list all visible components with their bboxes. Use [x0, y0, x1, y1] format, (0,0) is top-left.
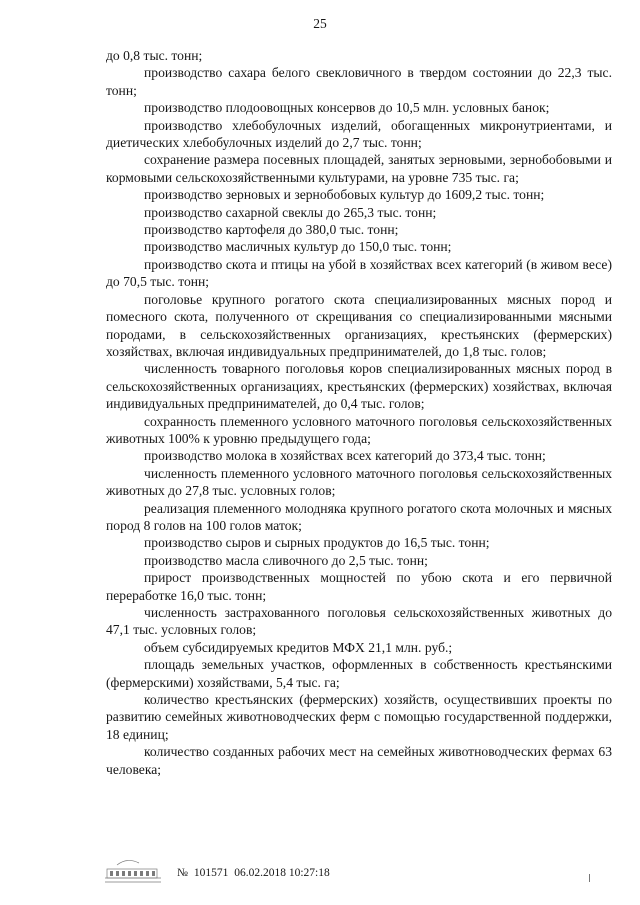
doc-datetime: 06.02.2018 10:27:18 — [234, 867, 330, 879]
paragraph: производство сахарной свеклы до 265,3 тыс. тонн; — [144, 204, 437, 220]
paragraph: численность товарного поголовья коров специализированных мясных пород в сельскохозяйственных организациях, крестьянских (фермерских) хозяйствах, включая индивидуальных предпринимателей, до 0,4 тыс. голов; — [106, 361, 612, 412]
paragraph: площадь земельных участков, оформленных в собственность крестьянскими (фермерскими) хозяйствами, 5,4 тыс. га; — [106, 657, 612, 690]
document-body — [106, 47, 612, 778]
paragraph: производство масла сливочного до 2,5 тыс. тонн; — [144, 552, 428, 568]
paragraph: производство сыров и сырных продуктов до 16,5 тыс. тонн; — [144, 535, 490, 551]
paragraph: производство картофеля до 380,0 тыс. тонн; — [144, 222, 399, 238]
doc-number: 101571 — [193, 867, 229, 879]
document-registration — [177, 867, 330, 879]
paragraph: сохранность племенного условного маточного поголовья сельскохозяйственных животных 100% к уровню предыдущего года; — [106, 413, 612, 446]
paragraph: производство зерновых и зернобобовых культур до 1609,2 тыс. тонн; — [144, 187, 545, 203]
paragraph: производство хлебобулочных изделий, обогащенных микронутриентами, и диетических хлебобулочных изделий до 2,7 тыс. тонн; — [106, 117, 612, 151]
scan-mark — [589, 874, 590, 882]
paragraph: прирост производственных мощностей по убою скота и его первичной переработке 16,0 тыс. тонн; — [106, 570, 612, 603]
number-sign: № — [177, 867, 188, 879]
paragraph: количество крестьянских (фермерских) хозяйств, осуществивших проекты по развитию семейных животноводческих ферм с помощью государственной поддержки, 18 единиц; — [106, 692, 612, 742]
paragraph: производство масличных культур до 150,0 тыс. тонн; — [144, 239, 452, 255]
paragraph: реализация племенного молодняка крупного рогатого скота молочных и мясных пород 8 голов на 100 голов маток; — [106, 500, 612, 533]
building-stamp-icon — [101, 856, 165, 886]
paragraph: поголовье крупного рогатого скота специализированных мясных пород и помесного скота, полученного от скрещивания со специализированными мясными породами, в сельскохозяйственных организациях, крестьянских (фермерских) хозяйствах, включая индивидуальных предпринимателей, до 1,8 тыс. голов; — [106, 291, 612, 359]
paragraph: производство сахара белого свекловичного в твердом состоянии до 22,3 тыс. тонн; — [106, 65, 612, 98]
paragraph: до 0,8 тыс. тонн; — [106, 48, 203, 63]
paragraph: производство молока в хозяйствах всех категорий до 373,4 тыс. тонн; — [144, 448, 546, 464]
page-number: 25 — [313, 16, 327, 31]
paragraph: численность племенного условного маточного поголовья сельскохозяйственных животных до 27,8 тыс. условных голов; — [106, 465, 612, 499]
paragraph: производство скота и птицы на убой в хозяйствах всех категорий (в живом весе) до 70,5 тыс. тонн; — [106, 256, 612, 290]
paragraph: производство плодоовощных консервов до 10,5 млн. условных банок; — [144, 100, 550, 116]
paragraph: сохранение размера посевных площадей, занятых зерновыми, зернобобовыми и кормовыми сельскохозяйственными культурами, на уровне 735 тыс. га; — [106, 152, 612, 185]
paragraph: объем субсидируемых кредитов МФХ 21,1 млн. руб.; — [144, 639, 453, 655]
paragraph: численность застрахованного поголовья сельскохозяйственных животных до 47,1 тыс. условных голов; — [106, 605, 612, 638]
paragraph: количество созданных рабочих мест на семейных животноводческих фермах 63 человека; — [106, 744, 612, 777]
